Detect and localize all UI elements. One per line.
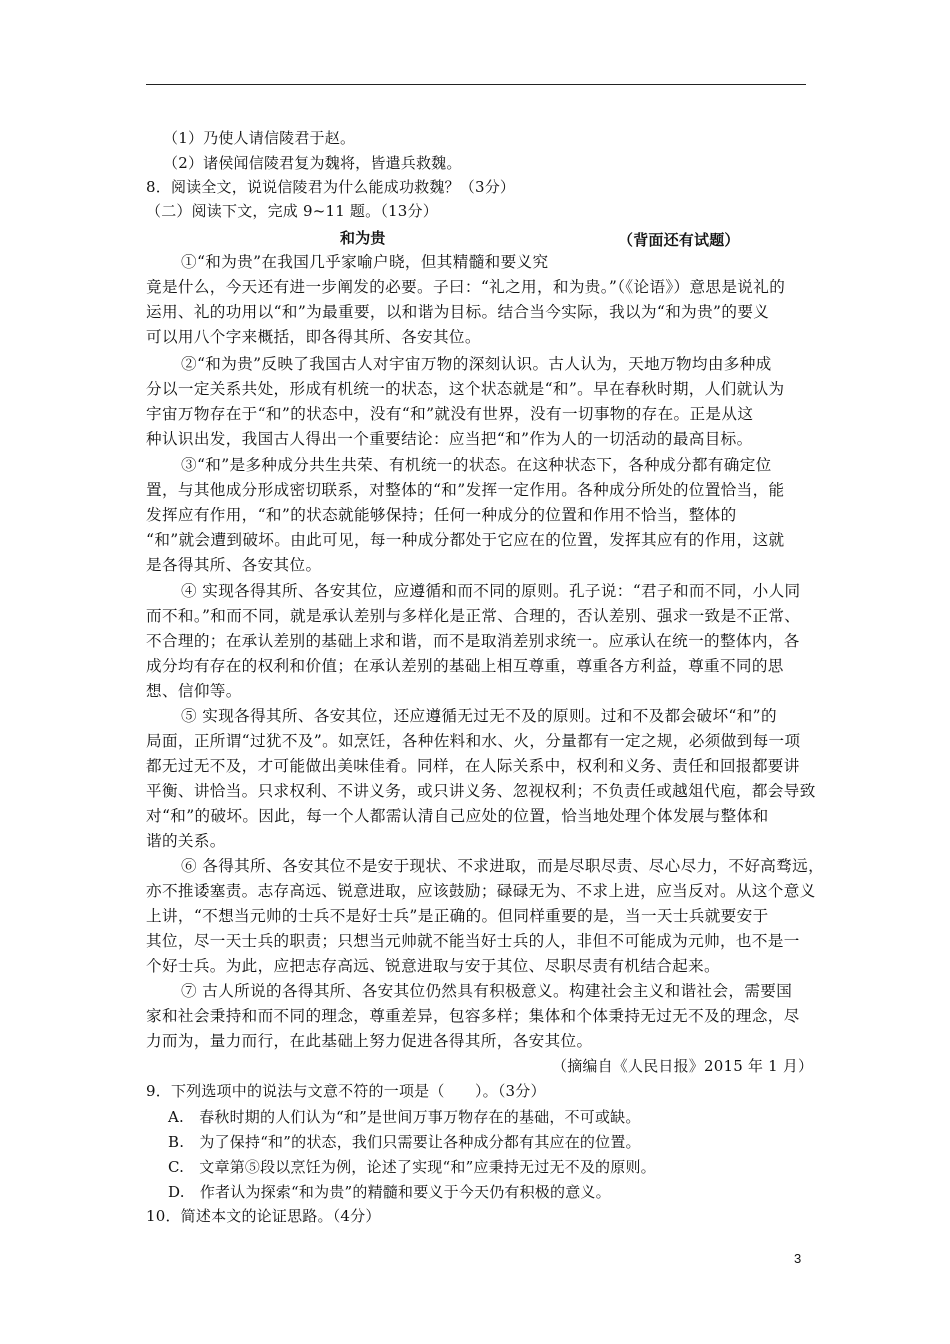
text-line: 局面，正所谓“过犹不及”。如烹饪，各种佐料和水、火，分量都有一定之规，必须做到每一项	[146, 732, 801, 750]
text-line: 而不和。”和而不同，就是承认差别与多样化是正常、合理的，否认差别、强求一致是不正常、	[146, 607, 801, 625]
text-line: 宇宙万物存在于“和”的状态中，没有“和”就没有世界，没有一切事物的存在。正是从这	[146, 405, 754, 423]
text-line: 竟是什么，今天还有进一步阐发的必要。子曰：“礼之用，和为贵。”（《论语》）意思是说礼的	[146, 278, 786, 296]
text-line: （摘编自《人民日报》2015 年 1 月）	[552, 1057, 814, 1075]
text-line: 都无过无不及，才可能做出美味佳肴。同样，在人际关系中，权利和义务、责任和回报都要讲	[146, 757, 800, 775]
text-line: 是各得其所、各安其位。	[146, 556, 322, 574]
text-line: D. 作者认为探索“和为贵”的精髓和要义于今天仍有积极的意义。	[168, 1183, 611, 1201]
text-line: 成分均有存在的权利和价值；在承认差别的基础上相互尊重，尊重各方利益，尊重不同的思	[146, 657, 784, 675]
text-line: 和为贵	[340, 229, 386, 247]
text-line: 亦不推诿塞责。志存高远、锐意进取，应该鼓励；碌碌无为、不求上进，应当反对。从这个意义	[146, 882, 816, 900]
text-line: C. 文章第⑤段以烹饪为例，论述了实现“和”应秉持无过无不及的原则。	[168, 1158, 656, 1176]
text-line: （背面还有试题）	[618, 231, 740, 249]
text-line: 种认识出发，我国古人得出一个重要结论：应当把“和”作为人的一切活动的最高目标。	[146, 430, 753, 448]
text-line: 9．下列选项中的说法与文意不符的一项是（ ）。（3分）	[146, 1082, 546, 1100]
text-line: （2）诸侯闻信陵君复为魏将，皆遣兵救魏。	[163, 154, 462, 172]
text-line: 8．阅读全文，说说信陵君为什么能成功救魏？（3分）	[146, 178, 516, 196]
text-line: 想、信仰等。	[146, 682, 242, 700]
text-line: A. 春秋时期的人们认为“和”是世间万事万物存在的基础，不可或缺。	[168, 1108, 641, 1126]
page-number: 3	[794, 1251, 802, 1266]
text-line: 可以用八个字来概括，即各得其所、各安其位。	[146, 328, 481, 346]
text-line: ②“和为贵”反映了我国古人对宇宙万物的深刻认识。古人认为，天地万物均由多种成	[181, 355, 772, 373]
text-line: 其位，尽一天士兵的职责；只想当元帅就不能当好士兵的人，非但不可能成为元帅，也不是一	[146, 932, 800, 950]
text-line: 力而为，量力而行，在此基础上努力促进各得其所，各安其位。	[146, 1032, 593, 1050]
text-line: ⑤ 实现各得其所、各安其位，还应遵循无过无不及的原则。过和不及都会破坏“和”的	[181, 707, 777, 725]
text-line: “和”就会遭到破坏。由此可见，每一种成分都处于它应在的位置，发挥其应有的作用，这就	[146, 531, 785, 549]
text-line: 分以一定关系共处，形成有机统一的状态，这个状态就是“和”。早在春秋时期，人们就认为	[146, 380, 785, 398]
text-line: 上讲，“不想当元帅的士兵不是好士兵”是正确的。但同样重要的是，当一天士兵就要安于	[146, 907, 769, 925]
text-line: ③“和”是多种成分共生共荣、有机统一的状态。在这种状态下，各种成分都有确定位	[181, 456, 772, 474]
text-line: 对“和”的破坏。因此，每一个人都需认清自己应处的位置，恰当地处理个体发展与整体和	[146, 807, 769, 825]
text-line: ①“和为贵”在我国几乎家喻户晓，但其精髓和要义究	[181, 253, 549, 271]
text-line: （二）阅读下文，完成 9~11 题。（13分）	[146, 202, 438, 220]
text-line: 10．简述本文的论证思路。（4分）	[146, 1207, 381, 1225]
text-line: ⑥ 各得其所、各安其位不是安于现状、不求进取，而是尽职尽责、尽心尽力，不好高骛远，	[181, 857, 825, 875]
text-line: 谐的关系。	[146, 832, 226, 850]
text-line: 置，与其他成分形成密切联系，对整体的“和”发挥一定作用。各种成分所处的位置恰当，能	[146, 481, 785, 499]
text-line: 个好士兵。为此，应把志存高远、锐意进取与安于其位、尽职尽责有机结合起来。	[146, 957, 720, 975]
text-line: 不合理的；在承认差别的基础上求和谐，而不是取消差别求统一。应承认在统一的整体内，各	[146, 632, 800, 650]
text-line: （1）乃使人请信陵君于赵。	[163, 129, 356, 147]
text-line: 运用、礼的功用以“和”为最重要，以和谐为目标。结合当今实际，我以为“和为贵”的要义	[146, 303, 770, 321]
header-rule	[146, 84, 806, 85]
text-line: 平衡、讲恰当。只求权利、不讲义务，或只讲义务、忽视权利；不负责任或越俎代庖，都会导致	[146, 782, 816, 800]
text-line: 家和社会秉持和而不同的理念，尊重差异，包容多样；集体和个体秉持无过无不及的理念，尽	[146, 1007, 800, 1025]
text-line: ④ 实现各得其所、各安其位，应遵循和而不同的原则。孔子说：“君子和而不同，小人同	[181, 582, 801, 600]
text-line: 发挥应有作用，“和”的状态就能够保持；任何一种成分的位置和作用不恰当，整体的	[146, 506, 737, 524]
text-line: ⑦ 古人所说的各得其所、各安其位仍然具有积极意义。构建社会主义和谐社会，需要国	[181, 982, 793, 1000]
text-line: B. 为了保持“和”的状态，我们只需要让各种成分都有其应在的位置。	[168, 1133, 641, 1151]
